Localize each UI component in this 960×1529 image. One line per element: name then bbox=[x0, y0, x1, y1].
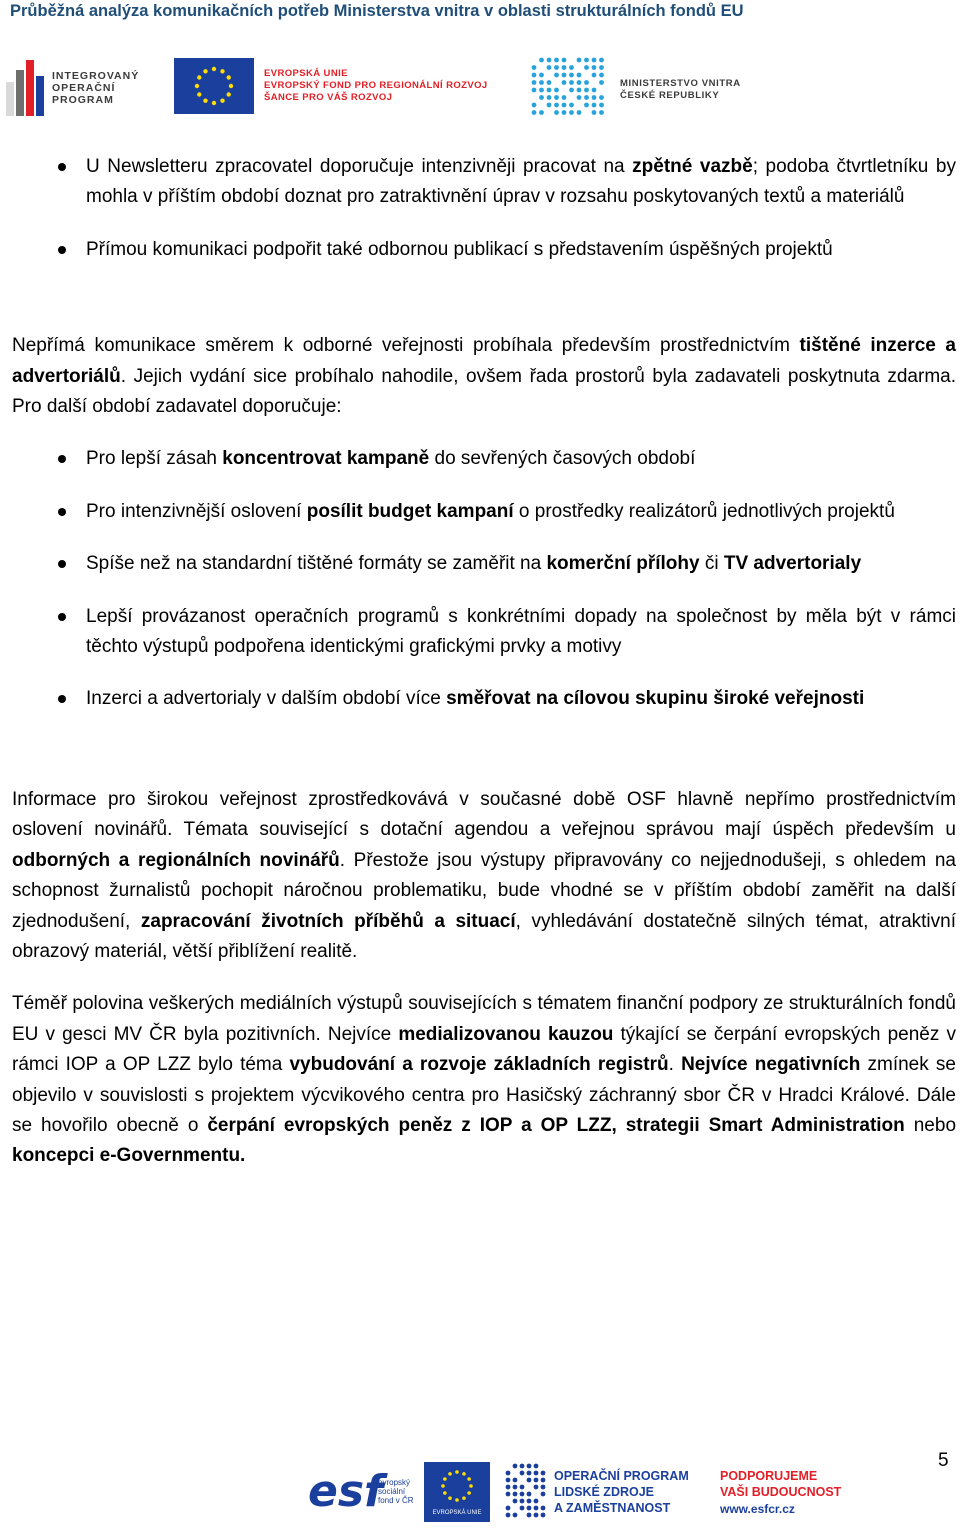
eu-star bbox=[441, 1484, 445, 1488]
oplzz-line-2: LIDSKÉ ZDROJE bbox=[554, 1485, 655, 1499]
eu-star bbox=[229, 84, 233, 88]
mv-line-2: ČESKÉ REPUBLIKY bbox=[620, 90, 720, 101]
document-body bbox=[12, 152, 956, 1172]
bullet-list-newsletter bbox=[12, 152, 956, 265]
logo-dot bbox=[520, 1485, 525, 1490]
eu-caption: EVROPSKÁ UNIE bbox=[432, 1510, 482, 1516]
logo-dot bbox=[520, 1506, 525, 1511]
running-header-title: Průběžná analýza komunikačních potřeb Ministerstva vnitra v oblasti strukturálních fondů EU bbox=[10, 2, 744, 20]
esf-line-1: evropský bbox=[378, 1478, 411, 1487]
logo-dot bbox=[506, 1478, 511, 1483]
eu-star bbox=[227, 92, 231, 96]
logo-dot bbox=[599, 65, 604, 70]
logo-dot bbox=[539, 73, 544, 78]
logo-dot bbox=[547, 95, 552, 100]
logo-dot bbox=[599, 95, 604, 100]
logo-dot bbox=[584, 80, 589, 85]
eu-line-2: EVROPSKÝ FOND PRO REGIONÁLNÍ ROZVOJ bbox=[264, 80, 488, 91]
logo-dot bbox=[592, 58, 597, 63]
logo-dot bbox=[532, 110, 537, 115]
logo-dot bbox=[562, 95, 567, 100]
logo-dot bbox=[569, 103, 574, 108]
oplzz-line-1: OPERAČNÍ PROGRAM bbox=[554, 1469, 689, 1483]
oplzz-logo bbox=[504, 1462, 714, 1522]
logo-dot bbox=[554, 103, 559, 108]
logo-dot bbox=[541, 1471, 546, 1476]
logo-dot bbox=[506, 1513, 511, 1518]
eu-stars-icon bbox=[424, 1462, 490, 1510]
logo-dot bbox=[584, 58, 589, 63]
eu-star bbox=[227, 75, 231, 79]
paragraph-indirect-communication: Nepřímá komunikace směrem k odborné veřejnosti probíhala především prostřednictvím tištěné inzerce a advertoriálů. Jejich vydání sice probíhalo nahodile, ovšem řada prostorů byla zadavateli poskytnuta zdarma. Pro další období zadavatel doporučuje: bbox=[12, 335, 956, 418]
logo-dot bbox=[513, 1513, 518, 1518]
logo-dot bbox=[541, 1506, 546, 1511]
eu-star bbox=[448, 1472, 452, 1476]
list-item: Spíše než na standardní tištěné formáty se zaměřit na komerční přílohy či TV advertorialy bbox=[12, 549, 956, 579]
bullet-icon bbox=[58, 163, 66, 171]
logo-dot bbox=[532, 80, 537, 85]
list-item: U Newsletteru zpracovatel doporučuje intenzivněji pracovat na zpětné vazbě; podoba čtvrtletníku by mohla v příštím období doznat pro zatraktivnění úprav v rozsahu poskytovaných textů a materiálů bbox=[12, 152, 956, 213]
eu-star bbox=[467, 1477, 471, 1481]
logo-dot bbox=[562, 58, 567, 63]
logo-dot bbox=[527, 1478, 532, 1483]
list-item: Pro intenzivnější oslovení posílit budget kampaní o prostředky realizátorů jednotlivých projektů bbox=[12, 497, 956, 527]
eu-star bbox=[197, 75, 201, 79]
logo-dot bbox=[532, 88, 537, 93]
eu-line-3: ŠANCE PRO VÁŠ ROZVOJ bbox=[264, 92, 393, 103]
eu-star bbox=[212, 101, 216, 105]
eu-star bbox=[469, 1484, 473, 1488]
logo-dot bbox=[554, 73, 559, 78]
ministry-dots-icon bbox=[530, 56, 610, 116]
logo-dot bbox=[547, 65, 552, 70]
eu-erdf-logo bbox=[174, 56, 524, 118]
logo-dot bbox=[599, 103, 604, 108]
logo-dot bbox=[592, 110, 597, 115]
eu-star bbox=[203, 99, 207, 103]
logo-dot bbox=[562, 103, 567, 108]
logo-dot bbox=[547, 103, 552, 108]
eu-star bbox=[467, 1491, 471, 1495]
logo-dot bbox=[577, 95, 582, 100]
eu-star bbox=[197, 92, 201, 96]
bullet-icon bbox=[58, 455, 66, 463]
logo-dot bbox=[527, 1513, 532, 1518]
mv-line-1: MINISTERSTVO VNITRA bbox=[620, 78, 741, 89]
eu-line-1: EVROPSKÁ UNIE bbox=[264, 68, 348, 79]
podp-line-1: PODPORUJEME bbox=[720, 1469, 818, 1483]
logo-dot bbox=[592, 95, 597, 100]
bullet-icon bbox=[58, 246, 66, 254]
bullet-list-recommendations bbox=[12, 444, 956, 714]
logo-dot bbox=[520, 1499, 525, 1504]
iop-line-3: PROGRAM bbox=[52, 94, 114, 106]
logo-dot bbox=[569, 110, 574, 115]
logo-dot bbox=[562, 73, 567, 78]
logo-dot bbox=[577, 110, 582, 115]
logo-dot bbox=[527, 1464, 532, 1469]
logo-dot bbox=[547, 88, 552, 93]
eu-star bbox=[212, 67, 216, 71]
iop-line-2: OPERAČNÍ bbox=[52, 82, 116, 94]
logo-dot bbox=[506, 1492, 511, 1497]
logo-dot bbox=[577, 58, 582, 63]
logo-dot bbox=[513, 1478, 518, 1483]
logo-dot bbox=[541, 1492, 546, 1497]
logo-dot bbox=[534, 1499, 539, 1504]
eu-star bbox=[462, 1496, 466, 1500]
logo-dot bbox=[547, 80, 552, 85]
eu-star bbox=[203, 69, 207, 73]
esf-logo bbox=[306, 1462, 416, 1522]
logo-dot bbox=[527, 1492, 532, 1497]
logo-dot bbox=[569, 65, 574, 70]
logo-dot bbox=[577, 80, 582, 85]
esf-url[interactable]: www.esfcr.cz bbox=[720, 1502, 795, 1516]
logo-dot bbox=[584, 95, 589, 100]
logo-dot bbox=[562, 65, 567, 70]
logo-dot bbox=[554, 110, 559, 115]
list-item: Inzerci a advertorialy v dalším období více směřovat na cílovou skupinu široké veřejnosti bbox=[12, 684, 956, 714]
eu-flag-icon bbox=[174, 58, 254, 114]
logo-dot bbox=[534, 1485, 539, 1490]
logo-dot bbox=[592, 103, 597, 108]
logo-dot bbox=[532, 103, 537, 108]
logo-dot bbox=[520, 1471, 525, 1476]
logo-dot bbox=[513, 1464, 518, 1469]
podp-line-2: VAŠI BUDOUCNOST bbox=[720, 1485, 842, 1499]
logo-dot bbox=[506, 1485, 511, 1490]
eu-star bbox=[220, 99, 224, 103]
logo-dot bbox=[539, 110, 544, 115]
logo-dot bbox=[532, 65, 537, 70]
bullet-icon bbox=[58, 695, 66, 703]
logo-dot bbox=[584, 103, 589, 108]
iop-bars-icon bbox=[6, 56, 44, 116]
logo-dot bbox=[541, 1513, 546, 1518]
oplzz-dots-icon bbox=[504, 1462, 546, 1522]
logo-dot bbox=[584, 65, 589, 70]
logo-dot bbox=[569, 73, 574, 78]
eu-star bbox=[220, 69, 224, 73]
iop-logo bbox=[6, 56, 156, 116]
logo-dot bbox=[527, 1506, 532, 1511]
eu-star bbox=[455, 1470, 459, 1474]
logo-dot bbox=[513, 1485, 518, 1490]
logo-dot bbox=[520, 1492, 525, 1497]
logo-dot bbox=[506, 1471, 511, 1476]
esf-line-3: fond v ČR bbox=[378, 1496, 414, 1505]
logo-dot bbox=[562, 80, 567, 85]
logo-dot bbox=[547, 58, 552, 63]
paragraph-media-outputs: Téměř polovina veškerých mediálních výstupů souvisejících s tématem finanční podpory ze strukturálních fondů EU v gesci MV ČR byla pozitivních. Nejvíce medializovanou kauzou týkající se čerpání evropských peněz v rámci IOP a OP LZZ bylo téma vybudování a rozvoje základních registrů. Nejvíce negativních zmínek se objevilo v souvislosti s projektem výcvikového centra pro Hasičský záchranný sbor ČR v Hradci Králové. Dále se hovořilo obecně o čerpání evropských peněz z IOP a OP LZZ, strategii Smart Administration nebo koncepci e-Governmentu. bbox=[12, 993, 957, 1167]
logo-dot bbox=[599, 73, 604, 78]
logo-dot bbox=[534, 1513, 539, 1518]
eu-star bbox=[462, 1472, 466, 1476]
logo-dot bbox=[506, 1506, 511, 1511]
logo-dot bbox=[599, 80, 604, 85]
logo-dot bbox=[513, 1492, 518, 1497]
logo-dot bbox=[569, 88, 574, 93]
logo-dot bbox=[532, 73, 537, 78]
podporujeme-logo bbox=[720, 1462, 870, 1522]
iop-line-1: INTEGROVANÝ bbox=[52, 70, 140, 82]
logo-dot bbox=[554, 65, 559, 70]
logo-dot bbox=[599, 58, 604, 63]
logo-dot bbox=[539, 88, 544, 93]
esf-logo-text: esf bbox=[308, 1466, 384, 1517]
list-item: Přímou komunikaci podpořit také odbornou publikací s představením úspěšných projektů bbox=[12, 235, 956, 265]
logo-dot bbox=[554, 95, 559, 100]
logo-dot bbox=[527, 1471, 532, 1476]
logo-dot bbox=[541, 1478, 546, 1483]
eu-flag-small bbox=[424, 1462, 490, 1522]
logo-dot bbox=[534, 1506, 539, 1511]
logo-dot bbox=[534, 1471, 539, 1476]
logo-dot bbox=[592, 88, 597, 93]
eu-star bbox=[455, 1498, 459, 1502]
ministry-interior-logo bbox=[530, 56, 770, 118]
logo-dot bbox=[562, 110, 567, 115]
logo-dot bbox=[554, 88, 559, 93]
logo-dot bbox=[534, 1478, 539, 1483]
logo-dot bbox=[584, 88, 589, 93]
bullet-icon bbox=[58, 560, 66, 568]
esf-line-2: sociální bbox=[378, 1487, 406, 1496]
logo-dot bbox=[592, 73, 597, 78]
eu-star bbox=[195, 84, 199, 88]
eu-star bbox=[443, 1491, 447, 1495]
logo-dot bbox=[534, 1464, 539, 1469]
footer-logos bbox=[306, 1462, 866, 1524]
bullet-icon bbox=[58, 508, 66, 516]
logo-dot bbox=[520, 1464, 525, 1469]
eu-star bbox=[448, 1496, 452, 1500]
logo-dot bbox=[539, 58, 544, 63]
page-number: 5 bbox=[938, 1450, 949, 1471]
paragraph-public-information: Informace pro širokou veřejnost zprostředkovává v současné době OSF hlavně nepřímo prostřednictvím oslovení novinářů. Témata související s dotační agendou a veřejnou správou mají úspěch především u odborných a regionálních novinářů. Přestože jsou výstupy připravovány co nejjednodušeji, s ohledem na schopnost žurnalistů pochopit náročnou problematiku, bude vhodné se v příštím období zaměřit na další zjednodušení, zapracování životních příběhů a situací, vyhledávání dostatečně silných témat, atraktivní obrazový materiál, větší přiblížení realitě. bbox=[12, 788, 956, 962]
oplzz-line-3: A ZAMĚSTNANOST bbox=[554, 1501, 671, 1515]
logo-dot bbox=[599, 110, 604, 115]
list-item: Lepší provázanost operačních programů s konkrétními dopady na společnost by měla být v rámci těchto výstupů podpořena identickými grafickými prvky a motivy bbox=[12, 602, 956, 663]
logo-dot bbox=[577, 73, 582, 78]
logo-dot bbox=[592, 65, 597, 70]
logo-dot bbox=[569, 80, 574, 85]
logo-dot bbox=[513, 1499, 518, 1504]
logo-dot bbox=[539, 95, 544, 100]
logo-dot bbox=[539, 80, 544, 85]
list-item: Pro lepší zásah koncentrovat kampaně do sevřených časových období bbox=[12, 444, 956, 474]
logo-dot bbox=[577, 88, 582, 93]
bullet-icon bbox=[58, 613, 66, 621]
logo-dot bbox=[541, 1485, 546, 1490]
eu-star bbox=[443, 1477, 447, 1481]
logo-dot bbox=[527, 1499, 532, 1504]
logo-dot bbox=[554, 58, 559, 63]
